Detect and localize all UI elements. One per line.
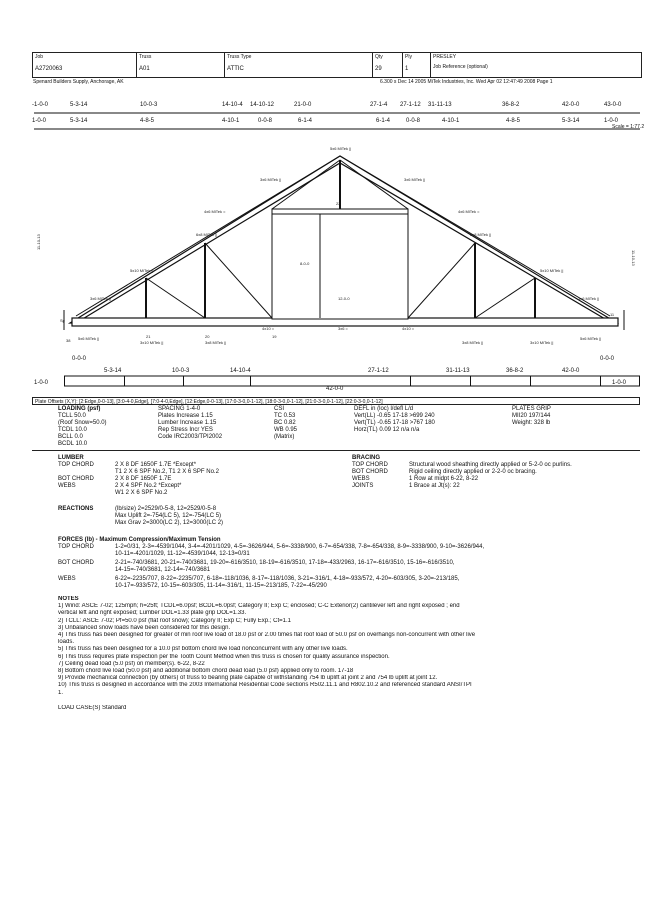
bracing-key: WEBS: [352, 476, 370, 482]
notes-title: NOTES: [58, 596, 79, 602]
loading-table: [32, 406, 640, 451]
truss-label: Truss: [139, 54, 152, 60]
bracing-section: [352, 455, 572, 490]
force-key: TOP CHORD: [58, 544, 94, 550]
bottom-dim: 5-3-14: [104, 368, 122, 374]
bracing-key: TOP CHORD: [352, 462, 388, 468]
qty-label: Qty: [375, 54, 383, 60]
type-label: Truss Type: [227, 54, 252, 60]
csi-col: [274, 406, 297, 441]
joint-label: 11: [610, 312, 615, 317]
spacing-row: SPACING 1-4-0: [158, 406, 201, 412]
csi-row: TC 0.53: [274, 413, 296, 419]
plate-label: 5x6 MiTek ||: [330, 146, 352, 151]
lumber-section: [58, 455, 219, 497]
force-value: 2-21=-740/3681, 20-21=-740/3681, 19-20=-616/3510, 18-19=-616/3510, 17-18=-433/2963, 16-17=-616/3510, 15-16=-616/3510,: [115, 560, 455, 566]
lumber-key: TOP CHORD: [58, 462, 94, 468]
loading-row: TCLL 50.0: [58, 413, 86, 419]
plate-label: 3x8 MiTek ||: [462, 340, 484, 345]
height-right: 11-10-13: [631, 250, 636, 266]
plate-label: 5x6 MiTek ||: [78, 336, 100, 341]
plate-label: 3x10 MiTek ||: [530, 340, 554, 345]
reactions-section: [58, 506, 223, 527]
plate-label: 3x6 MiTek ||: [404, 177, 426, 182]
heel-left: 0-0-0: [72, 356, 87, 362]
plate-label: 5x6 MiTek ||: [580, 336, 602, 341]
presley-label: PRESLEY: [433, 54, 457, 60]
note-line: 8) Bottom chord live load (50.0 psf) and additional bottom chord dead load (5.0 psf) applied only to room. 17-18: [58, 668, 354, 675]
top-dim: 42-0-0: [562, 102, 580, 108]
web: [408, 243, 475, 318]
load-case: LOAD CASE(S) Standard: [58, 704, 127, 711]
bracing-key: JOINTS: [352, 483, 374, 489]
csi-row: (Matrix): [274, 434, 295, 440]
reaction-row: (lb/size) 2=2529/0-5-8, 12=2529/0-5-8: [115, 506, 217, 512]
bottom-dim: 14-10-4: [230, 368, 251, 374]
total-span: 42-0-0: [326, 386, 344, 392]
bracing-value: Structural wood sheathing directly applied or 5-2-0 oc purlins.: [409, 462, 572, 468]
bracing-value: 1 Row at midpt 6-22, 8-22: [409, 476, 479, 482]
note-line: 4) This truss has been designed for greater of min roof live load of 18.0 psf or 2.00 times flat roof load of 50.0 psf on overhangs non-concurrent with other live: [58, 632, 476, 639]
tick: [639, 376, 640, 386]
force-value: 10-11=-4201/1029, 11-12=-4539/1044, 12-13=0/31: [115, 551, 250, 557]
spacing-row: Plates Increase 1.15: [158, 413, 213, 419]
height-left: 11-10-13: [36, 234, 41, 250]
top-dim: 4-10-1: [442, 118, 460, 124]
note-line: 3) Unbalanced snow loads have been considered for this design.: [58, 624, 231, 631]
joint-label: 20: [205, 334, 210, 339]
top-dim: 14-10-12: [250, 102, 275, 108]
note-line: 1.: [58, 689, 64, 696]
job-value: A2720063: [35, 66, 63, 72]
plate-label: 5x10 MiTek ||: [130, 268, 154, 273]
joint-label: 19: [272, 334, 277, 339]
spacing-row: Lumber Increase 1.15: [158, 420, 217, 426]
note-line: 9) Provide mechanical connection (by others) of truss to bearing plate capable of withstanding 754 lb uplift at joint 2 and 754 lb uplift at joint 12.: [58, 675, 438, 682]
scale-note: Scale = 1:77.2: [612, 124, 645, 130]
bottom-dim: 10-0-3: [172, 368, 190, 374]
joint-label: 21: [146, 334, 151, 339]
plate-label: 5x10 MiTek ||: [540, 268, 564, 273]
attic-ceiling-joist: [272, 209, 408, 214]
room-height: 8-0-0: [300, 261, 310, 266]
loading-row: TCDL 10.0: [58, 427, 87, 433]
top-dim: 4-8-5: [140, 118, 155, 124]
loading-row: BCDL 10.0: [58, 441, 88, 447]
tick: [250, 376, 251, 386]
top-dim: 27-1-12: [400, 102, 421, 108]
loading-row: BCLL 0.0: [58, 434, 83, 440]
lumber-value: 2 X 4 SPF No.2 *Except*: [115, 483, 182, 489]
plate-label: 3x6 MiTek ||: [578, 296, 600, 301]
joint-label: 22: [336, 201, 341, 206]
job-reference: Job Reference (optional): [433, 64, 488, 70]
bottom-dim: 31-11-13: [446, 368, 470, 374]
top-dim: 14-10-4: [222, 102, 243, 108]
loading-title: LOADING (psf): [58, 406, 101, 412]
force-value: 14-15=-740/3681, 12-14=-740/3681: [115, 567, 211, 573]
plate-offsets: Plate Offsets (X,Y): [2:Edge,0-0-13], [3:0-4-0,Edge], [7:0-4-0,Edge], [12:Edge,0-0-13], [17:0-3-0,0-1-12], [18:0-3-0,0-1-12], [21:0-3-0,0-1-12], [22:0-3-0,0-1-12]: [32, 397, 640, 405]
plate-label: 3x6 MiTek ||: [260, 177, 282, 182]
bracing-title: BRACING: [352, 455, 380, 461]
reactions-label: REACTIONS: [58, 506, 94, 512]
top-dim: 43-0-0: [604, 102, 622, 108]
bottom-dim: 42-0-0: [562, 368, 580, 374]
plate-label: 3x6 =: [338, 326, 348, 331]
bracing-value: Rigid ceiling directly applied or 2-2-0 oc bracing.: [409, 469, 537, 475]
spacing-row: Code IRC2003/TPI2002: [158, 434, 223, 440]
job-label: Job: [35, 54, 44, 60]
tick: [183, 376, 184, 386]
force-key: WEBS: [58, 576, 76, 582]
plate-label: 4x6 MiTek =: [458, 209, 480, 214]
tick: [600, 376, 601, 386]
ply-label: Ply: [405, 54, 412, 60]
lumber-title: LUMBER: [58, 455, 84, 461]
ply-value: 1: [405, 66, 409, 72]
web: [475, 278, 535, 318]
defl-row: Vert(TL) -0.65 17-18 >767 180: [354, 420, 435, 426]
force-key: BOT CHORD: [58, 560, 94, 566]
tick: [64, 376, 65, 386]
reaction-row: Max Grav 2=3000(LC 2), 12=3000(LC 2): [115, 520, 224, 526]
lumber-value: 2 X 8 DF 1650F 1.7E: [115, 476, 172, 482]
attic-room-walls: [272, 209, 408, 319]
note-line: vertical left and right exposed; Lumber DOL=1.33 plate grip DOL=1.33.: [58, 610, 247, 617]
top-dim: 36-8-2: [502, 102, 520, 108]
tick: [124, 376, 125, 386]
defl-col: [354, 406, 435, 434]
plates-row: MII20 197/144: [512, 413, 551, 419]
top-dim: 21-0-0: [294, 102, 312, 108]
csi-row: CSI: [274, 406, 285, 412]
heel-right: 0-0-0: [600, 356, 615, 362]
tick: [530, 376, 531, 386]
top-dim: 5-3-14: [562, 118, 580, 124]
support-label: Sp: [60, 318, 65, 323]
note-line: 6) This truss requires plate inspection per the Tooth Count Method when this truss is chosen for quality assurance inspection.: [58, 653, 390, 660]
company-name: Spenard Builders Supply, Anchorage, AK: [33, 79, 124, 85]
note-line: 5) This truss has been designed for a 10.0 psf bottom chord live load nonconcurrent with any other live loads.: [58, 646, 348, 653]
lumber-value: 2 X 8 DF 1650F 1.7E *Except*: [115, 462, 197, 468]
force-value: 1-2=0/31, 2-3=-4539/1044, 3-4=-4201/1029, 4-5=-3626/944, 5-6=-3338/900, 6-7=-654/338, 7-8=-654/338, 8-9=-3338/900, 9-10=-3626/944,: [115, 544, 485, 550]
top-dim: 0-0-8: [258, 118, 273, 124]
web: [340, 160, 408, 209]
forces-title: FORCES (lb) - Maximum Compression/Maximum Tension: [58, 537, 221, 543]
loading-col: [58, 406, 107, 448]
defl-row: Vert(LL) -0.65 17-18 >699 240: [354, 413, 435, 419]
plate-label: 3x6 MiTek ||: [90, 296, 112, 301]
reaction-row: Max Uplift 2=-754(LC 5), 12=-754(LC 5): [115, 513, 222, 519]
force-value: 10-17=-933/572, 10-15=-603/305, 11-14=-316/1, 11-15=-213/185, 7-22=-45/290: [115, 583, 327, 589]
room-width: 12-0-0: [338, 296, 350, 301]
bottom-dim: 36-8-2: [506, 368, 524, 374]
tick: [470, 376, 471, 386]
web: [205, 243, 272, 318]
top-dim: 0-0-8: [406, 118, 421, 124]
end-left: 1-0-0: [34, 380, 49, 386]
software-version: 6.300 s Dec 14 2005 MiTek Industries, Inc. Wed Apr 02 12:47:49 2008 Page 1: [380, 79, 553, 85]
joint-label: 38: [66, 338, 71, 343]
lumber-value: W1 2 X 6 SPF No.2: [115, 490, 168, 496]
note-line: loads.: [58, 639, 75, 646]
top-dim: 5-3-14: [70, 102, 88, 108]
notes-section: [58, 596, 618, 712]
qty-value: 29: [375, 66, 382, 72]
note-line: 1) Wind: ASCE 7-02; 125mph; h=25ft; TCDL=6.0psf; BCDL=6.0psf; Category II; Exp C; enclosed; C-C Exterior(2) cantilever left and right exposed ; end: [58, 603, 460, 610]
top-dim: 1-0-0: [604, 118, 619, 124]
bottom-dim: 27-1-12: [368, 368, 389, 374]
lumber-key: WEBS: [58, 483, 76, 489]
bracing-value: 1 Brace at Jt(s): 22: [409, 483, 460, 489]
note-line: 7) Ceiling dead load (5.0 psf) on member(s). 6-22, 8-22: [58, 660, 205, 667]
defl-row: DEFL in (loc) l/defl L/d: [354, 406, 414, 412]
note-line: 2) TCLL: ASCE 7-02; Pf=50.0 psf (flat roof snow); Category II; Exp C; Fully Exp.; Ct=1.1: [58, 617, 291, 624]
top-dim: 6-1-4: [298, 118, 313, 124]
plates-row: Weight: 328 lb: [512, 420, 551, 426]
tick: [410, 376, 411, 386]
top-dim: 5-3-14: [70, 118, 88, 124]
top-dim: 4-8-5: [506, 118, 521, 124]
csi-row: WB 0.95: [274, 427, 298, 433]
top-dim: 10-0-3: [140, 102, 158, 108]
plate-label: 4x6 MiTek =: [204, 209, 226, 214]
plate-label: 6x8 MiTek ||: [196, 232, 218, 237]
web: [272, 160, 340, 209]
plate-label: 4x10 =: [402, 326, 415, 331]
csi-row: BC 0.82: [274, 420, 296, 426]
top-dim: 27-1-4: [370, 102, 388, 108]
defl-row: Horz(TL) 0.09 12 n/a n/a: [354, 427, 420, 433]
bracing-key: BOT CHORD: [352, 469, 388, 475]
spacing-row: Rep Stress Incr YES: [158, 427, 213, 433]
plate-label: 6x8 MiTek ||: [470, 232, 492, 237]
plates-row: PLATES GRIP: [512, 406, 551, 412]
forces-section: [58, 537, 484, 590]
web: [146, 278, 205, 318]
top-dim: 6-1-4: [376, 118, 391, 124]
loading-row: (Roof Snow=50.0): [58, 420, 107, 426]
type-value: ATTIC: [227, 66, 244, 72]
plates-col: [512, 406, 551, 427]
plate-label: 4x10 =: [262, 326, 275, 331]
spacing-col: [158, 406, 222, 441]
truss-value: A01: [139, 66, 150, 72]
plate-label: 3x10 MiTek ||: [140, 340, 164, 345]
plate-label: 3x8 MiTek ||: [205, 340, 227, 345]
lumber-value: T1 2 X 6 SPF No.2, T1 2 X 6 SPF No.2: [115, 469, 219, 475]
top-dim: 4-10-1: [222, 118, 240, 124]
end-right: 1-0-0: [612, 380, 627, 386]
top-dim: 31-11-13: [428, 102, 452, 108]
top-dim: -1-0-0: [32, 102, 49, 108]
lumber-key: BOT CHORD: [58, 476, 94, 482]
note-line: 10) This truss is designed in accordance with the 2003 International Residential Code sections R502.11.1 and R802.10.2 and referenced standard ANSI/TPI: [58, 682, 472, 689]
top-dim: 1-0-0: [32, 118, 47, 124]
force-value: 6-22=-2235/707, 8-22=-2235/707, 6-18=-118/1036, 8-17=-118/1036, 3-21=-316/1, 4-18=-933/572, 4-20=-603/305, 3-20=-213/185,: [115, 576, 460, 582]
